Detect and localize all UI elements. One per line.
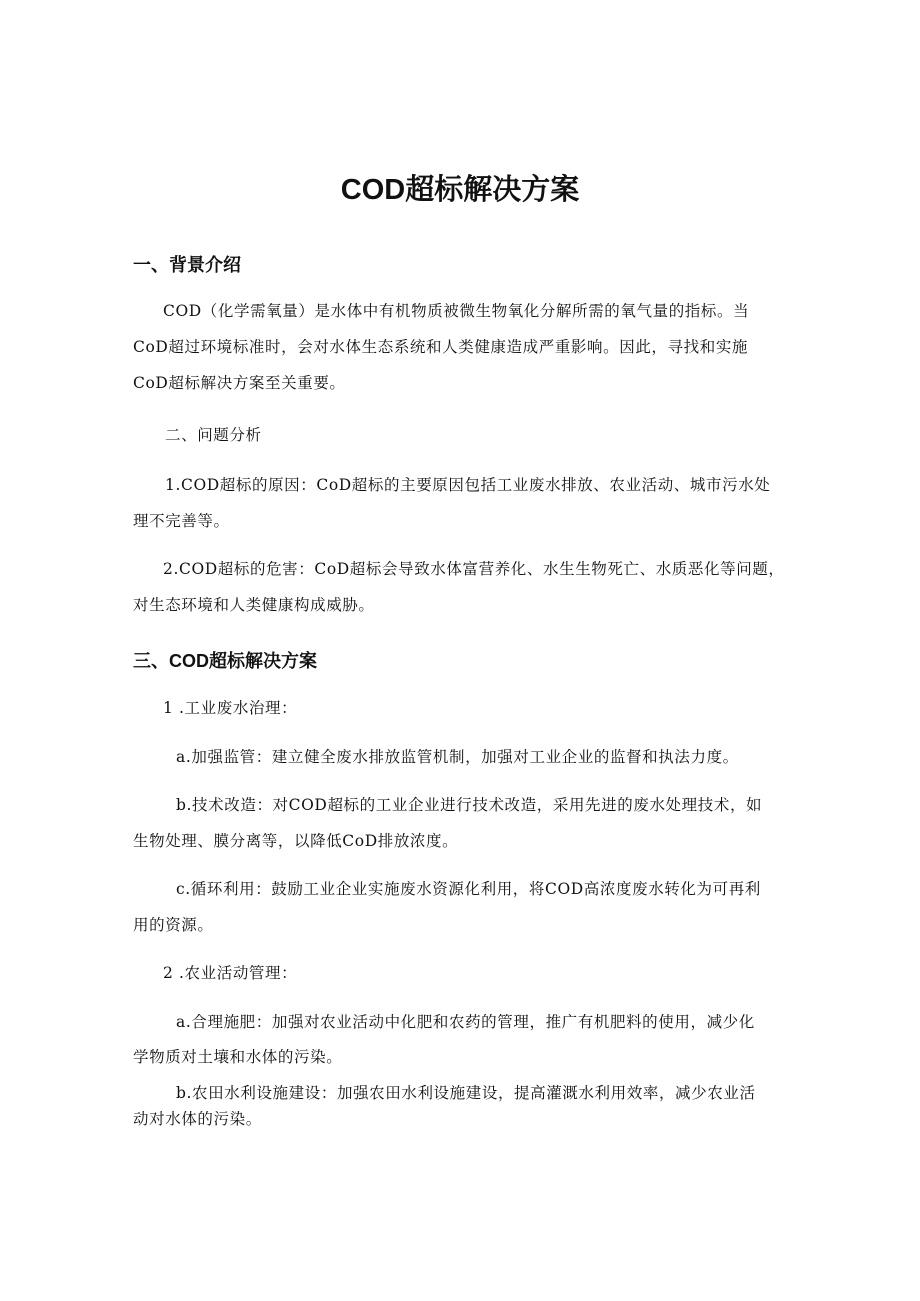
- page-title: COD超标解决方案: [340, 174, 580, 206]
- paragraph-line: a.加强监管：建立健全废水排放监管机制，加强对工业企业的监督和执法力度。: [176, 748, 739, 766]
- paragraph-line: 学物质对土壤和水体的污染。: [133, 1048, 343, 1066]
- paragraph-line: COD（化学需氧量）是水体中有机物质被微生物氧化分解所需的氧气量的指标。当: [163, 302, 750, 320]
- subsection-heading-agriculture: 2 .农业活动管理：: [163, 964, 298, 982]
- paragraph-line: 对生态环境和人类健康构成威胁。: [133, 596, 375, 614]
- paragraph-line: 生物处理、膜分离等，以降低CoD排放浓度。: [133, 832, 459, 850]
- paragraph-line: a.合理施肥：加强对农业活动中化肥和农药的管理，推广有机肥料的使用，减少化: [176, 1013, 755, 1031]
- paragraph-line: c.循环利用：鼓励工业企业实施废水资源化利用，将COD高浓度废水转化为可再利: [176, 880, 761, 898]
- paragraph-line: 1.COD超标的原因：CoD超标的主要原因包括工业废水排放、农业活动、城市污水处: [165, 476, 771, 494]
- paragraph-line: CoD超过环境标准时，会对水体生态系统和人类健康造成严重影响。因此，寻找和实施: [133, 338, 749, 356]
- section-heading-analysis: 二、问题分析: [165, 426, 262, 444]
- section-heading-solutions: 三、COD超标解决方案: [133, 651, 317, 671]
- paragraph-line: 理不完善等。: [133, 512, 230, 530]
- paragraph-line: b.农田水利设施建设：加强农田水利设施建设，提高灌溉水利用效率，减少农业活: [176, 1084, 756, 1102]
- paragraph-line: b.技术改造：对COD超标的工业企业进行技术改造，采用先进的废水处理技术，如: [176, 796, 763, 814]
- subsection-heading-industrial: 1 .工业废水治理：: [163, 699, 298, 717]
- paragraph-line: 2.COD超标的危害：CoD超标会导致水体富营养化、水生生物死亡、水质恶化等问题，: [163, 560, 785, 578]
- paragraph-line: 用的资源。: [133, 916, 214, 934]
- paragraph-line: 动对水体的污染。: [133, 1110, 262, 1128]
- section-heading-background: 一、背景介绍: [133, 255, 241, 275]
- paragraph-line: CoD超标解决方案至关重要。: [133, 374, 346, 392]
